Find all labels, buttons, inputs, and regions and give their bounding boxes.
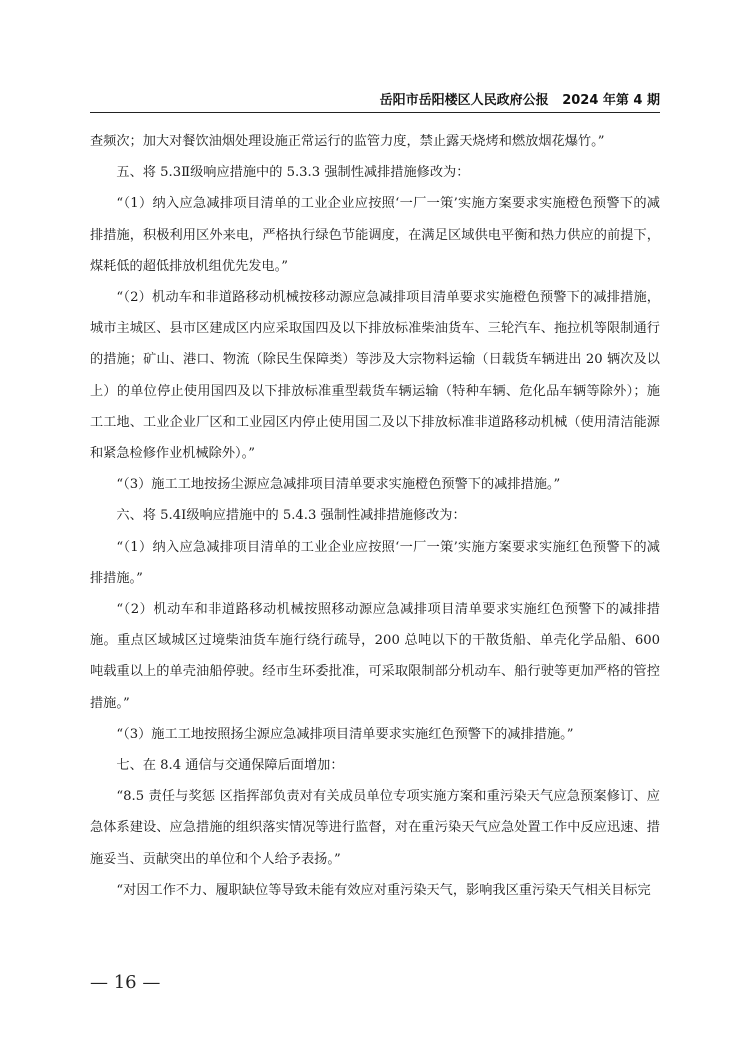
paragraph: “（1）纳入应急减排项目清单的工业企业应按照‘一厂一策’实施方案要求实施橙色预警下的减排措施，积极利用区外来电，严格执行绿色节能调度，在满足区域供电平衡和热力供应的前提下，煤耗低的超低排放机组优先发电。” xyxy=(90,196,660,274)
paragraph: “（1）纳入应急减排项目清单的工业企业应按照‘一厂一策’实施方案要求实施红色预警下的减排措施。” xyxy=(90,539,660,586)
paragraph: “（2）机动车和非道路移动机械按移动源应急减排项目清单要求实施橙色预警下的减排措施，城市主城区、县市区建成区内应采取国四及以下排放标准柴油货车、三轮汽车、拖拉机等限制通行的措施；矿山、港口、物流（除民生保障类）等涉及大宗物料运输（日载货车辆进出 20 辆次及以上）的单位停止使用国四及以下排放标准重型载货车辆运输（特种车辆、危化品车辆等除外）；施工工地、工业企业厂区和工业园区内停止使用国二及以下排放标准非道路移动机械（使用清洁能源和紧急检修作业机械除外）。” xyxy=(90,290,660,462)
paragraph: “8.5 责任与奖惩 区指挥部负责对有关成员单位专项实施方案和重污染天气应急预案修订、应急体系建设、应急措施的组织落实情况等进行监督，对在重污染天气应急处置工作中反应迅速、措施妥当、贡献突出的单位和个人给予表扬。” xyxy=(90,789,660,867)
paragraph: 查频次；加大对餐饮油烟处理设施正常运行的监管力度，禁止露天烧烤和燃放烟花爆竹。” xyxy=(90,134,605,149)
header-title: 岳阳市岳阳楼区人民政府公报 xyxy=(379,93,549,108)
paragraph: “（3）施工工地按照扬尘源应急减排项目清单要求实施红色预警下的减排措施。” xyxy=(116,726,574,742)
page-header xyxy=(90,92,660,110)
document-body xyxy=(90,126,660,906)
paragraph: “（3）施工工地按扬尘源应急减排项目清单要求实施橙色预警下的减排措施。” xyxy=(116,477,561,493)
paragraph: “对因工作不力、履职缺位等导致未能有效应对重污染天气，影响我区重污染天气相关目标完 xyxy=(116,882,651,898)
section-heading: 六、将 5.4Ⅰ级响应措施中的 5.4.3 强制性减排措施修改为： xyxy=(116,508,466,524)
section-heading: 七、在 8.4 通信与交通保障后面增加： xyxy=(116,758,344,774)
section-heading: 五、将 5.3Ⅱ级响应措施中的 5.3.3 强制性减排措施修改为： xyxy=(116,165,470,181)
paragraph: “（2）机动车和非道路移动机械按照移动源应急减排项目清单要求实施红色预警下的减排措施。重点区域城区过境柴油货车施行绕行疏导，200 总吨以下的干散货船、单壳化学品船、600 吨载重以上的单壳油船停驶。经市生环委批准，可采取限制部分机动车、船行驶等更加严格的管控措施。” xyxy=(90,602,660,711)
header-divider xyxy=(90,112,660,113)
header-issue: 2024 年第 4 期 xyxy=(562,93,660,108)
page-number: — 16 — xyxy=(90,972,161,993)
